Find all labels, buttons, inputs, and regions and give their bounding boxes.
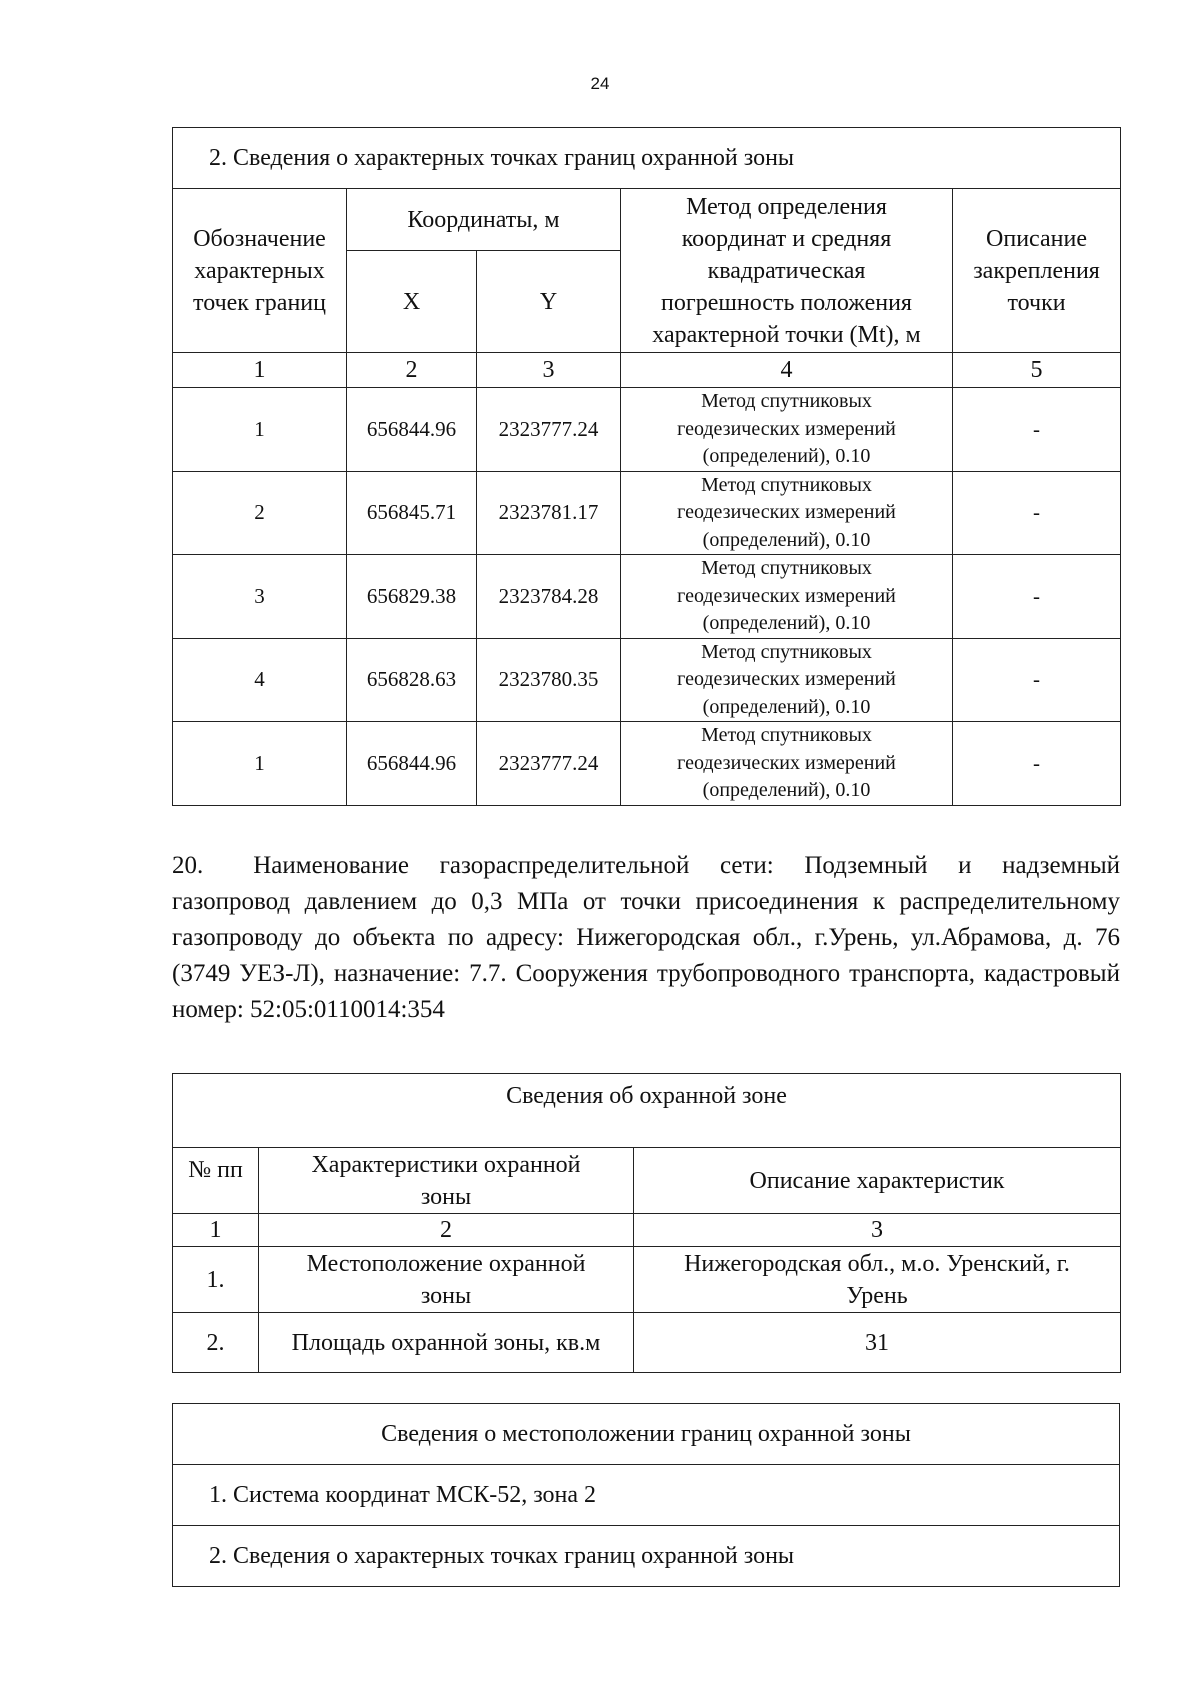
table-caption: 2. Сведения о характерных точках границ охранной зоны [173,128,1121,189]
column-numbers-row: 1 2 3 4 5 [173,353,1121,388]
page-number: 24 [590,74,610,93]
header-designation: Обозначение характерных точек границ [173,189,347,353]
point-description: - [953,471,1121,555]
protection-zone-table [172,1073,1121,1373]
coord-x: 656844.96 [347,722,477,806]
header-num: № пп [173,1148,259,1214]
row-number: 2. [173,1313,259,1373]
coord-y: 2323781.17 [477,471,621,555]
header-y: Y [477,251,621,353]
point-id: 4 [173,638,347,722]
header-characteristics: Характеристики охранной зоны [259,1148,634,1214]
header-x: X [347,251,477,353]
header-description: Описание характеристик [634,1148,1121,1214]
coord-y: 2323784.28 [477,555,621,639]
characteristic-value: 31 [634,1313,1121,1373]
table-row [173,471,1121,555]
point-description: - [953,638,1121,722]
header-description: Описание закрепления точки [953,189,1121,353]
method-cell: Метод спутниковых геодезических измерений (определений), 0.10 [621,388,953,472]
characteristic-value: Нижегородская обл., м.о. Уренский, г. Урень [634,1247,1121,1313]
row-number: 1. [173,1247,259,1313]
points-info-row: 2. Сведения о характерных точках границ охранной зоны [173,1526,1120,1587]
table-row [173,555,1121,639]
coord-x: 656845.71 [347,471,477,555]
network-description-paragraph: 20. Наименование газораспределительной сети: Подземный и надземный газопровод давлением до 0,3 МПа от точки присоединения к распределительному газопроводу до объекта по адресу: Нижегородская обл., г.Урень, ул.Абрамова, д. 76 (3749 УЕЗ-Л), назначение: 7.7. Сооружения трубопроводного транспорта, кадастровый номер: 52:05:0110014:354 [172,852,1120,1023]
column-numbers-row: 1 2 3 [173,1214,1121,1247]
boundary-points-table [172,127,1121,806]
coordinate-system-row: 1. Система координат МСК-52, зона 2 [173,1465,1120,1526]
point-description: - [953,388,1121,472]
point-id: 1 [173,722,347,806]
boundary-location-table [172,1403,1120,1587]
header-coordinates: Координаты, м [347,189,621,251]
coord-x: 656844.96 [347,388,477,472]
coord-y: 2323777.24 [477,388,621,472]
method-cell: Метод спутниковых геодезических измерений (определений), 0.10 [621,638,953,722]
table-row [173,1247,1121,1313]
point-description: - [953,555,1121,639]
characteristic-cell: Площадь охранной зоны, кв.м [259,1313,634,1373]
coord-y: 2323777.24 [477,722,621,806]
header-method: Метод определения координат и средняя квадратическая погрешность положения характерной точки (Mt), м [621,189,953,353]
point-description: - [953,722,1121,806]
method-cell: Метод спутниковых геодезических измерений (определений), 0.10 [621,722,953,806]
table-row [173,388,1121,472]
characteristic-cell: Местоположение охранной зоны [259,1247,634,1313]
coord-y: 2323780.35 [477,638,621,722]
table-title: Сведения об охранной зоне [173,1074,1121,1148]
point-id: 3 [173,555,347,639]
table-row [173,1313,1121,1373]
method-cell: Метод спутниковых геодезических измерений (определений), 0.10 [621,555,953,639]
coord-x: 656829.38 [347,555,477,639]
table-row [173,638,1121,722]
coord-x: 656828.63 [347,638,477,722]
point-id: 1 [173,388,347,472]
table-row [173,722,1121,806]
table-title: Сведения о местоположении границ охранной зоны [173,1404,1120,1465]
method-cell: Метод спутниковых геодезических измерений (определений), 0.10 [621,471,953,555]
point-id: 2 [173,471,347,555]
